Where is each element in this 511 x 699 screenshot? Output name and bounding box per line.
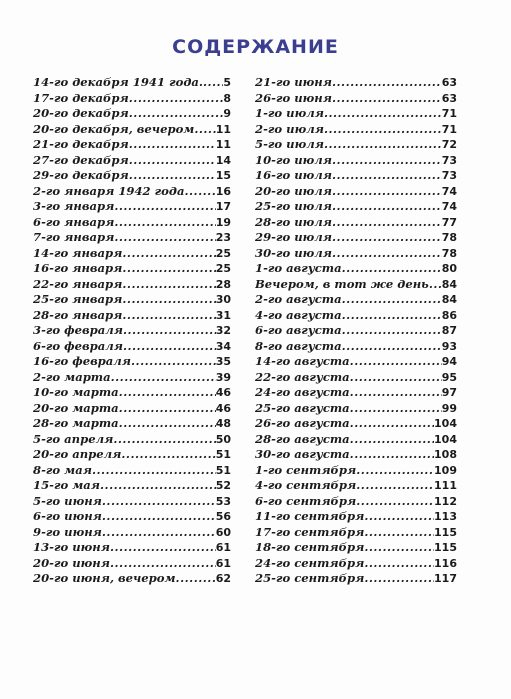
toc-entry-label: 6-го июня: [33, 509, 102, 523]
dot-leader: [111, 370, 216, 386]
toc-entry[interactable]: [255, 168, 457, 184]
dot-leader: [102, 509, 216, 525]
toc-entry-page-number: 112: [434, 494, 457, 508]
toc-entry-page-number: 50: [215, 432, 231, 446]
toc-entry[interactable]: [255, 137, 457, 153]
toc-entry-page-number: 71: [441, 122, 457, 136]
dot-leader: [342, 339, 442, 355]
toc-entry-label: 8-го мая: [33, 462, 92, 477]
toc-entry-page-number: 63: [441, 91, 457, 105]
toc-entry-label: 5-го апреля: [33, 431, 114, 446]
dot-leader: [129, 137, 216, 153]
toc-entry[interactable]: [255, 153, 457, 169]
toc-entry-label: 9-го июня: [33, 524, 102, 539]
dot-leader: [324, 137, 442, 153]
toc-entry-label: 3-го января: [33, 199, 115, 213]
toc-entry-label: 25-го января: [33, 292, 123, 306]
toc-entry-label: 10-го июля: [255, 152, 332, 167]
toc-entry-label: 30-го июля: [255, 245, 332, 260]
dot-leader: [114, 215, 215, 231]
toc-entry-page-number: 14: [215, 153, 231, 167]
toc-entry[interactable]: [33, 447, 231, 463]
dot-leader: [102, 525, 216, 541]
toc-entry[interactable]: [255, 540, 457, 556]
toc-entry[interactable]: [33, 246, 231, 262]
dot-leader: [364, 556, 434, 572]
toc-entry[interactable]: [33, 199, 231, 215]
toc-entry-page-number: 115: [434, 525, 457, 539]
toc-entry-page-number: 111: [434, 479, 457, 492]
dot-leader: [176, 571, 216, 587]
toc-entry-label: 27-го декабря: [33, 152, 129, 167]
toc-entry-page-number: 51: [215, 463, 231, 477]
toc-entry-label: 20-го июня: [33, 555, 110, 570]
dot-leader: [131, 354, 216, 370]
dot-leader: [122, 292, 215, 308]
toc-entry-page-number: 53: [215, 494, 231, 508]
toc-entry-page-number: 61: [215, 541, 231, 554]
toc-entry-label: 2-го марта: [33, 369, 111, 384]
toc-entry-page-number: 8: [223, 91, 231, 105]
toc-entry-label: 20-го марта: [33, 400, 119, 415]
dot-leader: [194, 122, 215, 138]
page-title: СОДЕРЖАНИЕ: [172, 36, 339, 58]
toc-entry-page-number: 116: [434, 556, 457, 570]
toc-entry[interactable]: [33, 323, 231, 339]
dot-leader: [332, 91, 442, 107]
toc-entry[interactable]: [255, 106, 457, 122]
toc-entry-label: 29-го декабря: [33, 168, 129, 182]
toc-entry-page-number: 19: [215, 215, 231, 229]
toc-entry-label: 11-го сентября: [255, 509, 365, 523]
toc-entry-page-number: 99: [441, 401, 457, 415]
toc-entry-page-number: 51: [215, 448, 231, 461]
toc-entry[interactable]: [33, 540, 231, 556]
toc-entry[interactable]: [255, 571, 457, 587]
dot-leader: [342, 308, 442, 324]
dot-leader: [121, 447, 215, 463]
toc-entry-label: 29-го июля: [255, 230, 332, 244]
toc-entry-label: 2-го июля: [255, 121, 324, 136]
dot-leader: [342, 292, 442, 308]
toc-entry-label: 20-го июня, вечером: [33, 571, 176, 585]
toc-entry-label: 22-го января: [33, 276, 123, 291]
dot-leader: [332, 75, 442, 91]
toc-entry-label: 16-го января: [33, 261, 123, 275]
toc-entry[interactable]: [255, 91, 457, 107]
toc-entry-label: 2-го августа: [255, 292, 342, 306]
dot-leader: [429, 277, 442, 293]
toc-entry-page-number: 5: [223, 76, 231, 89]
dot-leader: [350, 354, 442, 370]
toc-entry[interactable]: [33, 525, 231, 541]
toc-entry-label: 6-го февраля: [33, 338, 123, 353]
toc-entry-page-number: 95: [441, 370, 457, 384]
toc-entry-label: 28-го июля: [255, 214, 332, 229]
dot-leader: [113, 432, 215, 448]
dot-leader: [100, 478, 216, 494]
toc-entry-label: 25-го июля: [255, 199, 332, 213]
dot-leader: [350, 401, 442, 417]
toc-entry-page-number: 17: [215, 200, 231, 213]
toc-entry-label: 5-го июля: [255, 137, 324, 151]
toc-entry-page-number: 78: [441, 231, 457, 244]
toc-entry[interactable]: [255, 478, 457, 494]
toc-entry[interactable]: [255, 385, 457, 401]
dot-leader: [122, 277, 215, 293]
toc-entry[interactable]: [33, 339, 231, 355]
toc-entry-page-number: 109: [434, 463, 457, 477]
toc-entry[interactable]: [33, 215, 231, 231]
toc-entry-page-number: 48: [215, 417, 231, 430]
dot-leader: [102, 494, 216, 510]
toc-entry-page-number: 84: [441, 293, 457, 306]
toc-entry[interactable]: [33, 416, 231, 432]
toc-entry-page-number: 117: [434, 572, 457, 585]
toc-entry[interactable]: [33, 168, 231, 184]
toc-entry-label: 20-го июля: [255, 183, 332, 198]
toc-entry-label: Вечером, в тот же день: [255, 276, 429, 291]
dot-leader: [350, 432, 434, 448]
dot-leader: [342, 261, 442, 277]
dot-leader: [122, 308, 215, 324]
toc-entry-page-number: 62: [215, 572, 231, 585]
toc-entry[interactable]: [33, 230, 231, 246]
toc-entry[interactable]: [255, 323, 457, 339]
toc-entry-label: 17-го сентября: [255, 524, 365, 539]
toc-entry[interactable]: [255, 370, 457, 386]
dot-leader: [332, 246, 442, 262]
toc-entry[interactable]: [33, 556, 231, 572]
toc-entry-page-number: 11: [215, 138, 231, 151]
toc-entry[interactable]: [33, 432, 231, 448]
dot-leader: [350, 447, 434, 463]
toc-entry[interactable]: [255, 401, 457, 417]
toc-entry-page-number: 31: [215, 308, 231, 322]
dot-leader: [324, 106, 442, 122]
toc-entry[interactable]: [33, 308, 231, 324]
toc-entry[interactable]: [33, 137, 231, 153]
toc-entry-label: 28-го марта: [33, 416, 119, 430]
toc-entry[interactable]: [255, 246, 457, 262]
toc-entry-page-number: 87: [441, 324, 457, 337]
dot-leader: [342, 323, 442, 339]
dot-leader: [364, 525, 434, 541]
toc-entry-page-number: 94: [441, 355, 457, 368]
toc-entry-label: 20-го декабря, вечером: [33, 121, 195, 136]
dot-leader: [114, 199, 215, 215]
dot-leader: [356, 494, 434, 510]
toc-entry-page-number: 30: [215, 293, 231, 306]
toc-entry-page-number: 61: [215, 556, 231, 570]
dot-leader: [350, 416, 434, 432]
toc-entry-label: 21-го декабря: [33, 137, 129, 151]
dot-leader: [129, 91, 224, 107]
toc-entry-label: 30-го августа: [255, 447, 350, 461]
dot-leader: [110, 540, 216, 556]
toc-entry[interactable]: [33, 277, 231, 293]
toc-entry[interactable]: [255, 432, 457, 448]
dot-leader: [364, 540, 434, 556]
dot-leader: [114, 230, 215, 246]
toc-entry[interactable]: [255, 75, 457, 91]
toc-entry-page-number: 104: [434, 417, 457, 430]
toc-entry[interactable]: [255, 277, 457, 293]
dot-leader: [119, 416, 216, 432]
dot-leader: [356, 463, 434, 479]
dot-leader: [356, 478, 434, 494]
toc-entry[interactable]: [33, 509, 231, 525]
dot-leader: [184, 184, 215, 200]
dot-leader: [203, 75, 223, 91]
toc-entry-label: 13-го июня: [33, 540, 110, 554]
toc-entry-label: 14-го августа: [255, 354, 350, 368]
toc-entry-page-number: 39: [215, 370, 231, 384]
toc-entry-page-number: 63: [441, 76, 457, 89]
toc-entry[interactable]: [33, 75, 231, 91]
toc-entry[interactable]: [33, 354, 231, 370]
toc-entry-page-number: 113: [434, 510, 457, 523]
toc-entry-label: 17-го декабря: [33, 90, 129, 105]
dot-leader: [332, 168, 442, 184]
toc-entry[interactable]: [33, 292, 231, 308]
toc-entry-page-number: 11: [215, 122, 231, 136]
toc-entry-page-number: 16: [215, 184, 231, 198]
dot-leader: [332, 153, 442, 169]
toc-entry-page-number: 56: [215, 510, 231, 523]
toc-entry[interactable]: [255, 199, 457, 215]
toc-entry-label: 14-го декабря 1941 года.: [33, 75, 203, 89]
toc-entry[interactable]: [33, 385, 231, 401]
toc-entry[interactable]: [255, 122, 457, 138]
dot-leader: [119, 401, 216, 417]
toc-entry[interactable]: [255, 339, 457, 355]
toc-entry-label: 1-го июля: [255, 106, 324, 120]
toc-entry-page-number: 104: [434, 432, 457, 446]
toc-entry-page-number: 46: [215, 386, 231, 399]
toc-entry[interactable]: [255, 261, 457, 277]
toc-entry-label: 15-го мая: [33, 478, 100, 492]
dot-leader: [122, 246, 215, 262]
toc-entry-page-number: 77: [441, 215, 457, 229]
toc-entry-page-number: 93: [441, 339, 457, 353]
dot-leader: [332, 199, 442, 215]
toc-entry[interactable]: [255, 292, 457, 308]
toc-entry[interactable]: [33, 571, 231, 587]
toc-entry-page-number: 9: [223, 107, 231, 120]
toc-entry-page-number: 35: [215, 355, 231, 368]
toc-entry-page-number: 25: [215, 246, 231, 260]
toc-entry[interactable]: [33, 122, 231, 138]
toc-entry-label: 2-го января 1942 года: [33, 183, 185, 198]
dot-leader: [332, 215, 442, 231]
toc-entry-label: 26-го августа: [255, 416, 350, 430]
toc-entry-label: 4-го сентября: [255, 478, 357, 492]
toc-entry[interactable]: [33, 401, 231, 417]
toc-column-right: [255, 75, 457, 587]
toc-entry[interactable]: [255, 230, 457, 246]
toc-entry[interactable]: [255, 354, 457, 370]
toc-entry[interactable]: [33, 184, 231, 200]
dot-leader: [129, 153, 216, 169]
toc-entry[interactable]: [255, 525, 457, 541]
toc-entry-page-number: 108: [434, 448, 457, 461]
dot-leader: [129, 106, 224, 122]
toc-entry-label: 8-го августа: [255, 338, 342, 353]
toc-entry-page-number: 71: [441, 107, 457, 120]
dot-leader: [92, 463, 216, 479]
dot-leader: [110, 556, 216, 572]
dot-leader: [324, 122, 442, 138]
toc-entry-page-number: 78: [441, 246, 457, 260]
toc-entry-page-number: 73: [441, 169, 457, 182]
toc-entry-label: 26-го июня: [255, 90, 332, 105]
toc-entry[interactable]: [255, 416, 457, 432]
toc-entry-label: 20-го апреля: [33, 447, 122, 461]
toc-entry-label: 16-го июля: [255, 168, 332, 182]
toc-entry-label: 20-го декабря: [33, 106, 129, 120]
toc-entry-label: 7-го января: [33, 230, 115, 244]
dot-leader: [332, 184, 442, 200]
dot-leader: [123, 339, 216, 355]
toc-entry-page-number: 80: [441, 262, 457, 275]
dot-leader: [122, 261, 215, 277]
toc-entry-page-number: 52: [215, 479, 231, 492]
toc-entry-label: 5-го июня: [33, 493, 102, 508]
toc-entry-label: 10-го марта: [33, 385, 119, 399]
toc-entry-label: 24-го сентября: [255, 555, 365, 570]
dot-leader: [119, 385, 216, 401]
toc-entry[interactable]: [255, 463, 457, 479]
dot-leader: [350, 370, 442, 386]
toc-entry-label: 16-го февраля: [33, 354, 132, 368]
toc-entry-page-number: 73: [441, 153, 457, 167]
toc-entry[interactable]: [255, 494, 457, 510]
toc-entry[interactable]: [33, 91, 231, 107]
toc-entry-label: 4-го августа: [255, 307, 342, 322]
toc-entry-label: 21-го июня: [255, 75, 332, 89]
toc-entry-page-number: 25: [215, 262, 231, 275]
toc-entry[interactable]: [33, 478, 231, 494]
toc-entry-label: 28-го января: [33, 307, 123, 322]
toc-column-left: [33, 75, 231, 587]
dot-leader: [332, 230, 442, 246]
toc-entry[interactable]: [33, 463, 231, 479]
toc-entry-page-number: 60: [215, 525, 231, 539]
toc-entry[interactable]: [255, 184, 457, 200]
toc-entry-label: 25-го августа: [255, 400, 350, 415]
toc-entry-page-number: 74: [441, 200, 457, 213]
toc-entry-page-number: 28: [215, 277, 231, 291]
dot-leader: [123, 323, 216, 339]
toc-entry-label: 18-го сентября: [255, 540, 365, 554]
toc-entry[interactable]: [33, 494, 231, 510]
toc-entry[interactable]: [255, 556, 457, 572]
toc-entry-label: 6-го января: [33, 214, 115, 229]
toc-entry[interactable]: [33, 153, 231, 169]
toc-entry-label: 24-го августа: [255, 385, 350, 399]
toc-entry-page-number: 115: [434, 541, 457, 554]
toc-entry-label: 3-го февраля: [33, 323, 123, 337]
toc-entry-label: 1-го сентября: [255, 462, 357, 477]
dot-leader: [364, 571, 434, 587]
toc-entry[interactable]: [255, 215, 457, 231]
toc-entry-label: 6-го августа: [255, 323, 342, 337]
toc-entry[interactable]: [33, 370, 231, 386]
toc-entry[interactable]: [255, 308, 457, 324]
dot-leader: [350, 385, 442, 401]
toc-entry-page-number: 23: [215, 231, 231, 244]
toc-entry-page-number: 34: [215, 339, 231, 353]
toc-entry[interactable]: [255, 509, 457, 525]
toc-entry-page-number: 97: [441, 386, 457, 399]
toc-entry-page-number: 86: [441, 308, 457, 322]
toc-entry-page-number: 72: [441, 138, 457, 151]
dot-leader: [364, 509, 434, 525]
toc-entry-label: 25-го сентября: [255, 571, 365, 585]
toc-entry-page-number: 84: [441, 277, 457, 291]
toc-entry-label: 1-го августа: [255, 261, 342, 275]
dot-leader: [129, 168, 216, 184]
toc-entry-page-number: 15: [215, 169, 231, 182]
toc-entry-label: 28-го августа: [255, 431, 350, 446]
toc-entry[interactable]: [255, 447, 457, 463]
toc-entry-label: 22-го августа: [255, 369, 350, 384]
toc-entry-label: 6-го сентября: [255, 493, 357, 508]
toc-entry-page-number: 32: [215, 324, 231, 337]
toc-entry-label: 14-го января: [33, 245, 123, 260]
toc-entry[interactable]: [33, 106, 231, 122]
toc-entry[interactable]: [33, 261, 231, 277]
toc-entry-page-number: 74: [441, 184, 457, 198]
toc-entry-page-number: 46: [215, 401, 231, 415]
